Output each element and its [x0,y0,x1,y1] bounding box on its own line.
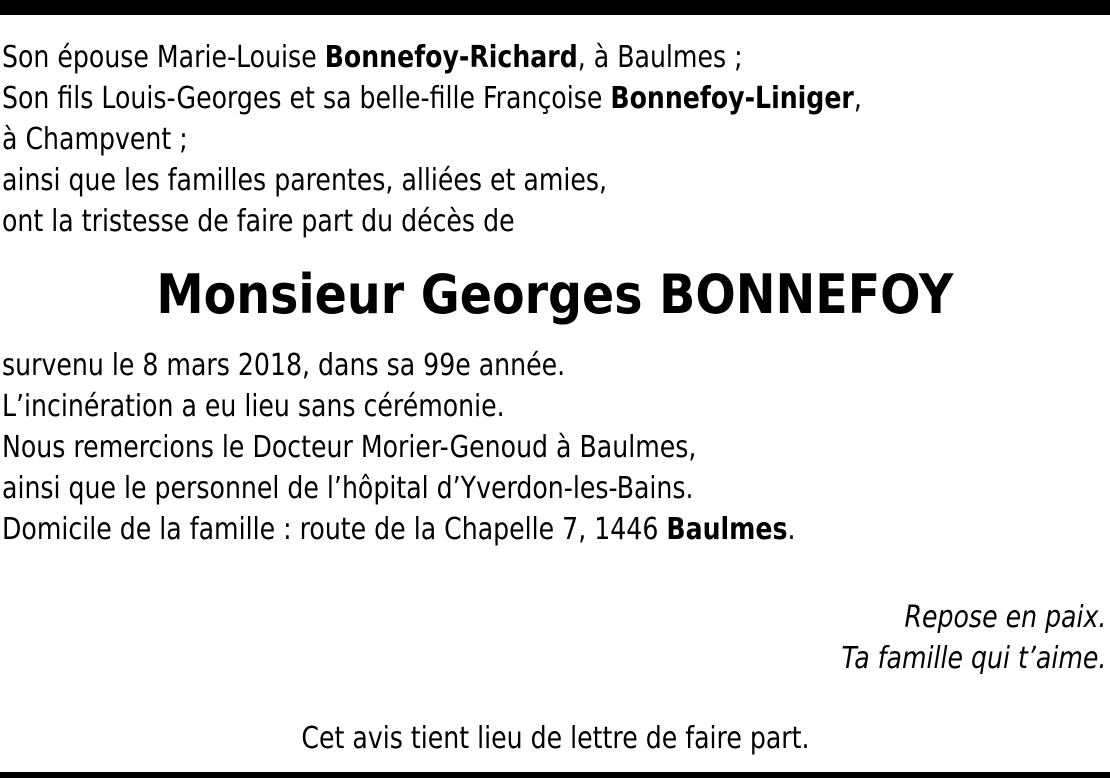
details-line-thanks-doctor: Nous remercions le Docteur Morier-Genoud à Baulmes, [2,430,697,465]
intro-line-location: à Champvent ; [2,122,188,157]
signature-block [841,597,1106,679]
signature-line-rest: Repose en paix. [904,600,1106,635]
bottom-rule [0,772,1110,778]
intro-line-announcement: ont la tristesse de faire part du décès de [2,204,515,239]
top-rule [0,0,1110,15]
spouse-surname: Bonnefoy-Richard [324,40,578,75]
details-line-address: Domicile de la famille : route de la Chapelle 7, 1446 Baulmes. [2,512,796,547]
intro-line-spouse: Son épouse Marie-Louise Bonnefoy-Richard, à Baulmes ; [2,40,743,75]
address-town: Baulmes [666,512,788,547]
details-line-thanks-hospital: ainsi que le personnel de l’hôpital d’Yverdon-les-Bains. [2,471,694,506]
details-line-cremation: L’incinération a eu lieu sans cérémonie. [2,389,505,424]
son-surname: Bonnefoy-Liniger [610,81,854,116]
intro-line-families: ainsi que les familles parentes, alliées et amies, [2,163,608,198]
announcement-intro [2,37,926,242]
deceased-name-heading: Monsieur Georges BONNEFOY [156,263,954,326]
details-line-date: survenu le 8 mars 2018, dans sa 99e année. [2,348,566,383]
footer-note: Cet avis tient lieu de lettre de faire part. [300,721,810,756]
signature-line-family: Ta famille qui t’aime. [841,641,1106,676]
intro-line-son: Son fils Louis-Georges et sa belle-fille Françoise Bonnefoy-Liniger, [2,81,862,116]
announcement-details [2,345,926,550]
